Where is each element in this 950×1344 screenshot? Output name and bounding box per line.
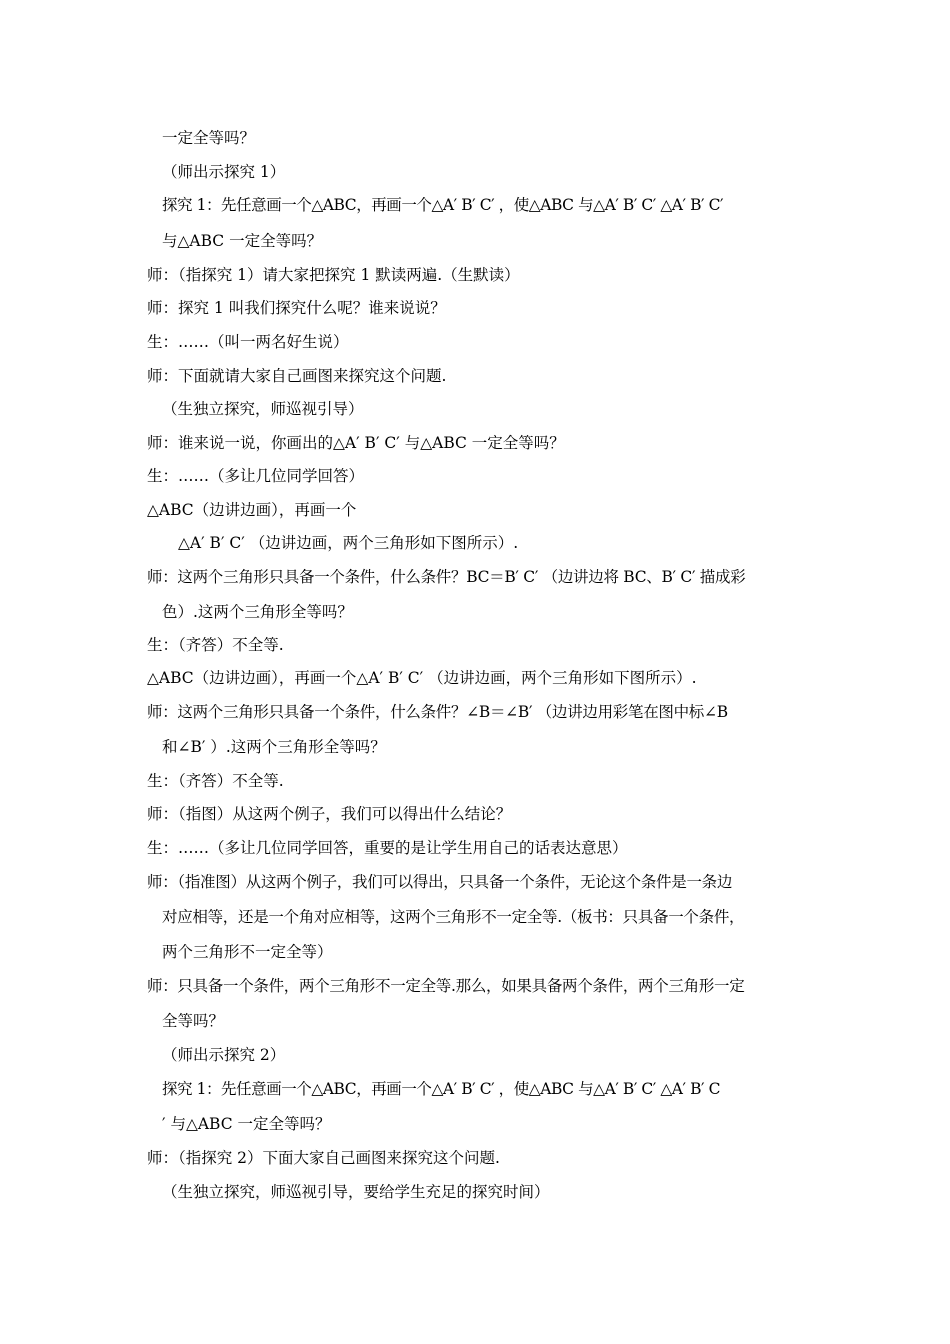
text-line: 生：……（叫一两名好生说） [147, 333, 349, 351]
text-line: △A′ B′ C′ （边讲边画，两个三角形如下图所示）. [178, 534, 519, 552]
text-line: 全等吗？ [162, 1012, 225, 1030]
text-line: 色）.这两个三角形全等吗？ [162, 603, 353, 621]
text-line: 一定全等吗？ [162, 129, 256, 147]
text-line: 师：这两个三角形只具备一个条件，什么条件？∠B＝∠B′ （边讲边用彩笔在图中标∠B [147, 703, 728, 721]
text-line: 与△ABC 一定全等吗？ [162, 232, 323, 250]
text-line: 生：（齐答）不全等. [147, 772, 284, 790]
text-line: 生：……（多让几位同学回答，重要的是让学生用自己的话表达意思） [147, 839, 628, 857]
text-line: （生独立探究，师巡视引导） [162, 400, 364, 418]
text-line: 师：（指探究 2）下面大家自己画图来探究这个问题. [147, 1149, 500, 1167]
text-line: 师：探究 1 叫我们探究什么呢？谁来说说？ [147, 299, 446, 317]
text-line: ′ 与△ABC 一定全等吗？ [162, 1115, 331, 1133]
text-line: 探究 1：先任意画一个△ABC，再画一个△A′ B′ C′ ，使△ABC 与△A′ B′ C′ △A′ B′ C′ [162, 196, 724, 214]
text-line: 师：（指探究 1）请大家把探究 1 默读两遍.（生默读） [147, 266, 520, 284]
text-line: 生：……（多让几位同学回答） [147, 467, 365, 485]
text-line: △ABC（边讲边画），再画一个△A′ B′ C′ （边讲边画，两个三角形如下图所示）. [147, 669, 697, 687]
text-line: 生：（齐答）不全等. [147, 636, 284, 654]
text-line: 对应相等，还是一个角对应相等，这两个三角形不一定全等.（板书：只具备一个条件， [162, 908, 745, 926]
text-line: （师出示探究 1） [162, 163, 286, 181]
text-line: 师：（指图）从这两个例子，我们可以得出什么结论？ [147, 805, 512, 823]
text-line: 师：（指准图）从这两个例子，我们可以得出，只具备一个条件，无论这个条件是一条边 [147, 873, 733, 891]
text-line: 和∠B′ ）.这两个三角形全等吗？ [162, 738, 386, 756]
text-line: 两个三角形不一定全等） [162, 943, 333, 961]
text-line: （师出示探究 2） [162, 1046, 286, 1064]
text-line: 师：只具备一个条件，两个三角形不一定全等.那么，如果具备两个条件，两个三角形一定 [147, 977, 745, 995]
text-line: （生独立探究，师巡视引导，要给学生充足的探究时间） [162, 1183, 550, 1201]
text-line: 探究 1：先任意画一个△ABC，再画一个△A′ B′ C′ ，使△ABC 与△A′ B′ C′ △A′ B′ C [162, 1080, 720, 1098]
text-line: 师：这两个三角形只具备一个条件，什么条件？BC＝B′ C′ （边讲边将 BC、B′ C′ 描成彩 [147, 568, 746, 586]
text-line: 师：下面就请大家自己画图来探究这个问题. [147, 367, 447, 385]
text-line: △ABC（边讲边画），再画一个 [147, 501, 357, 519]
text-line: 师：谁来说一说，你画出的△A′ B′ C′ 与△ABC 一定全等吗？ [147, 434, 565, 452]
